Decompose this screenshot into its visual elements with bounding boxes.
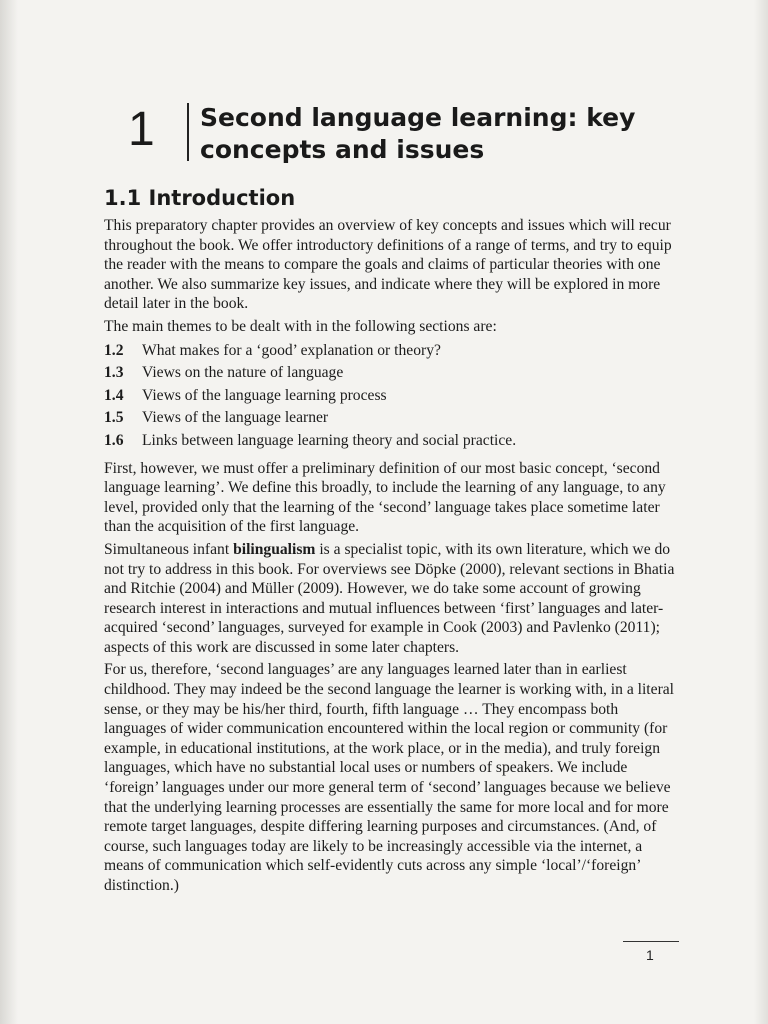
- page-edge-shadow-right: [754, 0, 768, 1024]
- list-item: [104, 407, 684, 430]
- page-edge-shadow-left: [0, 0, 18, 1024]
- paragraph-themes-lead: The main themes to be dealt with in the following sections are:: [104, 317, 497, 335]
- list-item: [104, 340, 684, 363]
- themes-list: [104, 340, 684, 453]
- theme-number: 1.5: [104, 409, 124, 427]
- body-text: [104, 216, 684, 899]
- theme-number: 1.3: [104, 364, 124, 382]
- bilingualism-rest: is a specialist topic, with its own literature, which we do not try to address in this book. For overviews see Döpke (2000), relevant sections in Bhatia and Ritchie (2004) and Müller (2009). However, we do take some account of growing research interest in interactions and mutual influences between ‘first’ languages and later-acquired ‘second’ languages, surveyed for example in Cook (2003) and Pavlenko (2011); aspects of this work are discussed in some later chapters.: [104, 540, 675, 656]
- theme-text: Views of the language learner: [142, 409, 329, 427]
- paragraph-intro: This preparatory chapter provides an overview of key concepts and issues which will recur throughout the book. We offer introductory definitions of a range of terms, and try to equip the reader with the means to compare the goals and claims of particular theories with one another. We also summarize key issues, and indicate where they will be explored in more detail later in the book.: [104, 217, 672, 313]
- chapter-number: 1: [128, 103, 155, 156]
- paragraph-second-languages: For us, therefore, ‘second languages’ are any languages learned later than in earliest childhood. They may indeed be the second language the learner is working with, in a literal sense, or they may be his/her third, fourth, fifth language … They encompass both languages of wider communication encountered within the local region or community (for example, in educational institutions, at the work place, or in the media), and truly foreign languages, which have no substantial local uses or numbers of speakers. We include ‘foreign’ languages under our more general term of ‘second’ languages because we believe that the underlying learning processes are essentially the same for more local and for more remote target languages, despite differing learning purposes and circumstances. (And, of course, such languages today are likely to be increasingly accessible via the internet, a means of communication which self-evidently cuts across any simple ‘local’/‘foreign’ distinction.): [104, 661, 675, 894]
- theme-number: 1.4: [104, 386, 124, 404]
- theme-number: 1.6: [104, 431, 124, 449]
- theme-number: 1.2: [104, 341, 124, 359]
- chapter-divider: [187, 103, 189, 161]
- key-term-bilingualism: bilingualism: [233, 540, 316, 558]
- theme-text: What makes for a ‘good’ explanation or theory?: [142, 341, 441, 359]
- list-item: [104, 385, 684, 408]
- paragraph-bilingualism: [104, 540, 684, 658]
- paragraph-definition: First, however, we must offer a preliminary definition of our most basic concept, ‘second language learning’. We define this broadly, to include the learning of any language, to any level, provided only that the learning of the ‘second’ language takes place sometime later than the acquisition of the first language.: [104, 459, 666, 536]
- footer-rule: [623, 941, 679, 942]
- theme-text: Views of the language learning process: [142, 386, 387, 404]
- list-item: [104, 362, 684, 385]
- bilingualism-lead: Simultaneous infant: [104, 540, 234, 558]
- page-number: 1: [646, 947, 654, 963]
- list-item: [104, 430, 684, 453]
- section-heading: 1.1 Introduction: [104, 186, 296, 210]
- theme-text: Links between language learning theory and social practice.: [142, 431, 517, 449]
- chapter-title: Second language learning: key concepts and issues: [200, 103, 636, 164]
- theme-text: Views on the nature of language: [142, 364, 344, 382]
